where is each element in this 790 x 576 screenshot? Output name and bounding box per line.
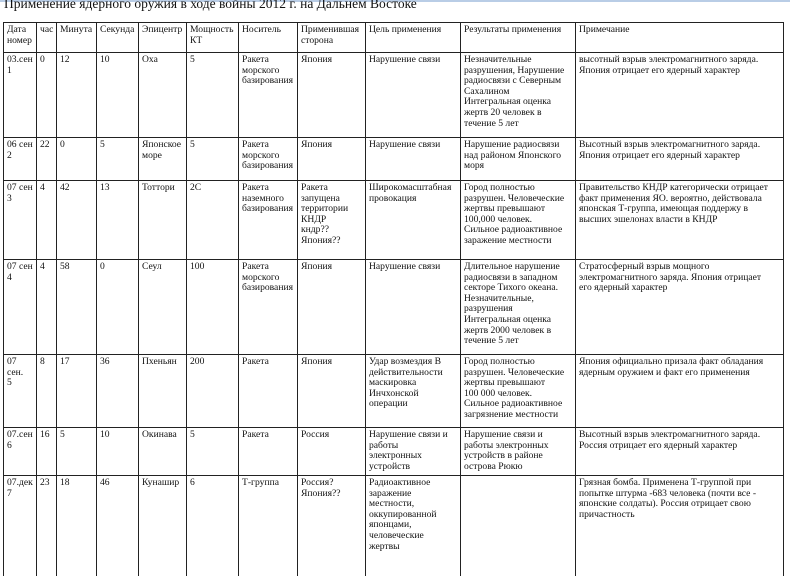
document-title: Применение ядерного оружия в ходе войны 2012 г. на Дальнем Востоке — [4, 0, 417, 11]
cell-purpose: Нарушение связи и работы электронных устройств — [366, 428, 461, 476]
cell-note: Правительство КНДР категорически отрицает факт применения ЯО. вероятно, действовала японская Т-группа, имеющая поддержу в высших эшелонах власти в КНДР — [576, 181, 784, 260]
cell-minute: 58 — [57, 260, 97, 355]
header-cell-epicenter: Эпицентр — [139, 23, 187, 53]
cell-using-side: Япония — [298, 260, 366, 355]
cell-epicenter: Японское море — [139, 138, 187, 181]
cell-note: Высотный взрыв электромагнитного заряда. Япония отрицает его ядерный характер — [576, 138, 784, 181]
cell-hour: 23 — [37, 476, 57, 576]
cell-using-side: Япония — [298, 138, 366, 181]
cell-hour: 4 — [37, 260, 57, 355]
cell-carrier: Ракета — [239, 355, 298, 428]
cell-results — [461, 476, 576, 576]
cell-minute: 18 — [57, 476, 97, 576]
cell-carrier: Т-группа — [239, 476, 298, 576]
header-cell-using-side: Применившая сторона — [298, 23, 366, 53]
cell-hour: 22 — [37, 138, 57, 181]
cell-minute: 12 — [57, 53, 97, 138]
cell-second: 5 — [97, 138, 139, 181]
cell-hour: 16 — [37, 428, 57, 476]
cell-epicenter: Сеул — [139, 260, 187, 355]
cell-hour: 8 — [37, 355, 57, 428]
cell-carrier: Ракета — [239, 428, 298, 476]
header-cell-results: Результаты применения — [461, 23, 576, 53]
cell-yield-kt: 5 — [187, 53, 239, 138]
cell-using-side: Россия? Япония?? — [298, 476, 366, 576]
cell-epicenter: Пхеньян — [139, 355, 187, 428]
header-cell-minute: Минута — [57, 23, 97, 53]
nuclear-use-table — [3, 22, 784, 576]
cell-date-number: 07.сен 6 — [4, 428, 37, 476]
cell-results: Город полностью разрушен. Человеческие жертвы превышают 100 000 человек. Сильное радиоактивное загрязнение местности — [461, 355, 576, 428]
cell-results: Город полностью разрушен. Человеческие жертвы превышают 100,000 человек. Сильное радиоактивное заражение местности — [461, 181, 576, 260]
table-row — [4, 428, 784, 476]
header-cell-yield-kt: Мощность КТ — [187, 23, 239, 53]
cell-date-number: 03.сен 1 — [4, 53, 37, 138]
cell-note: высотный взрыв электромагнитного заряда. Япония отрицает его ядерный характер — [576, 53, 784, 138]
table-row — [4, 260, 784, 355]
cell-purpose: Нарушение связи — [366, 53, 461, 138]
cell-epicenter: Оха — [139, 53, 187, 138]
cell-note: Грязная бомба. Применена Т-группой при попытке штурма -683 человека (почти все - японские солдаты). Россия отрицает свою причастность — [576, 476, 784, 576]
cell-yield-kt: 5 — [187, 428, 239, 476]
cell-date-number: 07 сен 4 — [4, 260, 37, 355]
cell-results: Нарушение связи и работы электронных устройств в районе острова Рюкю — [461, 428, 576, 476]
header-cell-second: Секунда — [97, 23, 139, 53]
cell-note: Высотный взрыв электромагнитного заряда. Россия отрицает его ядерный характер — [576, 428, 784, 476]
cell-minute: 17 — [57, 355, 97, 428]
cell-minute: 42 — [57, 181, 97, 260]
cell-results: Длительное нарушение радиосвязи в западном секторе Тихого океана. Незначительные, разрушения Интегральная оценка жертв 2000 человек в течение 5 лет — [461, 260, 576, 355]
cell-note: Стратосферный взрыв мощного электромагнитного заряда. Япония отрицает его ядерный характер — [576, 260, 784, 355]
cell-using-side: Россия — [298, 428, 366, 476]
cell-purpose: Радиоактивное заражение местности, оккупированной японцами, человеческие жертвы — [366, 476, 461, 576]
cell-second: 10 — [97, 53, 139, 138]
header-cell-purpose: Цель применения — [366, 23, 461, 53]
cell-second: 10 — [97, 428, 139, 476]
cell-carrier: Ракета морского базирования — [239, 53, 298, 138]
cell-using-side: Япония — [298, 53, 366, 138]
table-row — [4, 138, 784, 181]
cell-second: 13 — [97, 181, 139, 260]
cell-minute: 5 — [57, 428, 97, 476]
table-row — [4, 355, 784, 428]
cell-carrier: Ракета морского базирования — [239, 260, 298, 355]
cell-epicenter: Кунашир — [139, 476, 187, 576]
table-row — [4, 181, 784, 260]
cell-second: 46 — [97, 476, 139, 576]
cell-yield-kt: 6 — [187, 476, 239, 576]
cell-results: Нарушение радиосвязи над районом Японского моря — [461, 138, 576, 181]
cell-date-number: 07.дек 7 — [4, 476, 37, 576]
cell-hour: 0 — [37, 53, 57, 138]
cell-carrier: Ракета наземного базирования — [239, 181, 298, 260]
header-cell-carrier: Носитель — [239, 23, 298, 53]
header-cell-date-number: Дата номер — [4, 23, 37, 53]
cell-yield-kt: 2С — [187, 181, 239, 260]
cell-date-number: 07 сен. 5 — [4, 355, 37, 428]
cell-using-side: Ракета запущена территории КНДР кндр?? Япония?? — [298, 181, 366, 260]
cell-date-number: 06 сен 2 — [4, 138, 37, 181]
cell-purpose: Широкомасштабная провокация — [366, 181, 461, 260]
cell-using-side: Япония — [298, 355, 366, 428]
cell-date-number: 07 сен 3 — [4, 181, 37, 260]
cell-epicenter: Окинава — [139, 428, 187, 476]
cell-yield-kt: 5 — [187, 138, 239, 181]
cell-second: 36 — [97, 355, 139, 428]
header-cell-note: Примечание — [576, 23, 784, 53]
cell-epicenter: Тоттори — [139, 181, 187, 260]
cell-yield-kt: 200 — [187, 355, 239, 428]
cell-purpose: Удар возмездия В действительности маскировка Инчхонской операции — [366, 355, 461, 428]
cell-results: Незначительные разрушения, Нарушение радиосвязи с Северным Сахалином Интегральная оценка жертв 20 человек в течение 5 лет — [461, 53, 576, 138]
cell-carrier: Ракета морского базирования — [239, 138, 298, 181]
cell-purpose: Нарушение связи — [366, 138, 461, 181]
cell-hour: 4 — [37, 181, 57, 260]
cell-purpose: Нарушение связи — [366, 260, 461, 355]
header-cell-hour: час — [37, 23, 57, 53]
cell-yield-kt: 100 — [187, 260, 239, 355]
table-row — [4, 53, 784, 138]
cell-minute: 0 — [57, 138, 97, 181]
cell-second: 0 — [97, 260, 139, 355]
table-header-row — [4, 23, 784, 53]
cell-note: Япония официально призала факт обладания ядерным оружием и факт его применения — [576, 355, 784, 428]
table-row — [4, 476, 784, 576]
